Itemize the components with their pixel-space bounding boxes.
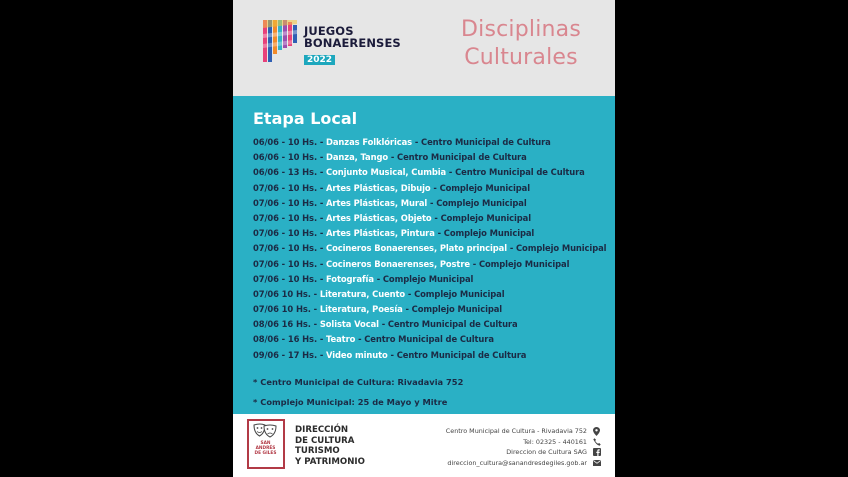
event-sep: -	[469, 258, 479, 269]
logo-line-bonaerenses: BONAERENSES	[304, 36, 401, 50]
event-sep: -	[430, 182, 440, 193]
header	[233, 0, 615, 96]
schedule-row	[253, 165, 613, 180]
event-when: 07/06 10 Hs. -	[253, 288, 320, 299]
contact-text: Direccion de Cultura SAG	[506, 448, 587, 457]
schedule-row	[253, 241, 613, 256]
event-sep: -	[378, 319, 388, 330]
event-when: 06/06 - 13 Hs. -	[253, 167, 327, 178]
event-when: 07/06 - 10 Hs. -	[253, 228, 327, 239]
event-discipline: Teatro	[326, 334, 356, 345]
event-sep: -	[427, 197, 437, 208]
event-venue: Complejo Municipal	[414, 288, 505, 299]
schedule-row	[253, 211, 613, 226]
event-venue: Centro Municipal de Cultura	[455, 167, 585, 178]
event-when: 07/06 - 10 Hs. -	[253, 258, 327, 269]
schedule-row	[253, 272, 613, 287]
event-discipline: Danza, Tango	[326, 152, 389, 163]
event-venue: Complejo Municipal	[440, 212, 531, 223]
schedule-row	[253, 287, 613, 302]
event-venue: Centro Municipal de Cultura	[364, 334, 494, 345]
venue-note: * Complejo Municipal: 25 de Mayo y Mitre	[253, 397, 448, 407]
event-discipline: Fotografía	[326, 273, 374, 284]
contact-text: Tel: 02325 - 440161	[523, 437, 587, 446]
crest-line3: DE GILES	[254, 451, 277, 456]
event-sep: -	[373, 273, 383, 284]
schedule-row	[253, 226, 613, 241]
event-sep: -	[405, 288, 415, 299]
department-line: DE CULTURA	[295, 435, 355, 446]
municipal-crest	[247, 419, 285, 469]
contact-text: Centro Municipal de Cultura - Rivadavia 752	[445, 427, 587, 435]
contact-email	[446, 458, 601, 469]
event-discipline: Cocineros Bonaerenses, Plato principal	[326, 243, 507, 254]
event-venue: Complejo Municipal	[478, 258, 570, 269]
department-line: DIRECCIÓN	[295, 425, 349, 435]
schedule-row	[253, 196, 613, 211]
department-line: Y PATRIMONIO	[295, 456, 365, 467]
venue-notes	[253, 374, 613, 414]
event-sep: -	[412, 137, 422, 147]
contact-facebook	[446, 447, 601, 458]
event-venue: Centro Municipal de Cultura	[421, 137, 551, 147]
logo-year-badge: 2022	[304, 55, 335, 65]
event-discipline: Literatura, Poesía	[319, 304, 403, 315]
contact-text: direccion_cultura@sanandresdegiles.gob.ar	[447, 458, 587, 467]
schedule-row	[253, 348, 613, 363]
event-discipline: Conjunto Musical, Cumbia	[326, 167, 447, 178]
schedule-row	[253, 317, 613, 332]
juegos-bonaerenses-logo-icon	[263, 20, 297, 62]
event-when: 07/06 10 Hs. -	[253, 304, 320, 315]
footer	[233, 414, 615, 477]
event-discipline: Artes Plásticas, Pintura	[326, 228, 435, 239]
event-sep: -	[446, 167, 456, 178]
event-discipline: Artes Plásticas, Mural	[326, 197, 428, 208]
event-sep: -	[431, 212, 441, 223]
schedule-row	[253, 150, 613, 165]
event-venue: Complejo Municipal	[411, 304, 503, 315]
event-when: 07/06 - 10 Hs. -	[253, 212, 327, 223]
crest-line1: SAN	[260, 441, 271, 446]
phone-icon	[592, 437, 601, 446]
event-sep: -	[434, 228, 444, 239]
schedule-row	[253, 332, 613, 347]
contact-address	[446, 426, 601, 437]
schedule-row	[253, 181, 613, 196]
event-discipline: Artes Plásticas, Objeto	[326, 212, 432, 223]
event-venue: Complejo Municipal	[436, 197, 527, 208]
page-title-line2: Culturales	[464, 45, 578, 70]
schedule-list	[253, 135, 613, 363]
event-discipline: Literatura, Cuento	[319, 288, 406, 299]
event-venue: Centro Municipal de Cultura	[396, 349, 527, 360]
event-when: 07/06 - 10 Hs. -	[253, 197, 327, 208]
department-name	[295, 425, 405, 467]
event-venue: Centro Municipal de Cultura	[397, 152, 527, 163]
event-venue: Complejo Municipal	[382, 273, 474, 284]
page-title	[433, 16, 609, 72]
event-venue: Complejo Municipal	[516, 243, 607, 254]
event-when: 06/06 - 10 Hs. -	[253, 152, 327, 163]
facebook-icon	[592, 448, 601, 457]
stage-title: Etapa Local	[253, 109, 358, 128]
department-line: TURISMO	[295, 446, 340, 456]
location-pin-icon	[592, 427, 601, 436]
schedule-row	[253, 302, 613, 317]
event-sep: -	[507, 243, 517, 254]
event-sep: -	[388, 152, 398, 163]
event-sep: -	[355, 334, 365, 345]
logo-wordmark	[304, 25, 414, 67]
event-discipline: Artes Plásticas, Dibujo	[326, 182, 431, 193]
event-venue: Centro Municipal de Cultura	[387, 319, 518, 330]
contact-list	[446, 426, 601, 468]
event-venue: Complejo Municipal	[439, 182, 530, 193]
theater-masks-icon	[253, 423, 277, 439]
schedule-row	[253, 257, 613, 272]
mail-icon	[592, 459, 601, 468]
contact-phone	[446, 437, 601, 448]
event-when: 08/06 - 16 Hs. -	[253, 334, 327, 345]
event-when: 09/06 - 17 Hs. -	[253, 349, 327, 360]
page-title-line1: Disciplinas	[461, 17, 581, 42]
event-discipline: Solista Vocal	[319, 319, 379, 330]
schedule-panel	[233, 96, 615, 414]
event-sep: -	[402, 304, 412, 315]
event-venue: Complejo Municipal	[443, 228, 535, 239]
crest-text	[250, 441, 281, 456]
event-discipline: Video minuto	[326, 349, 388, 360]
event-discipline: Danzas Folklóricas	[326, 137, 413, 147]
event-when: 07/06 - 10 Hs. -	[253, 243, 327, 254]
crest-line2: ANDRÉS	[255, 446, 276, 451]
event-discipline: Cocineros Bonaerenses, Postre	[326, 258, 470, 269]
event-when: 08/06 16 Hs. -	[253, 319, 320, 330]
venue-note: * Centro Municipal de Cultura: Rivadavia 752	[253, 377, 464, 387]
poster	[233, 0, 615, 477]
event-when: 07/06 - 10 Hs. -	[253, 182, 327, 193]
schedule-row	[253, 135, 613, 150]
event-when: 06/06 - 10 Hs. -	[253, 137, 327, 147]
event-sep: -	[387, 349, 397, 360]
event-when: 07/06 - 10 Hs. -	[253, 273, 327, 284]
logo-line-juegos: JUEGOS	[304, 24, 354, 38]
